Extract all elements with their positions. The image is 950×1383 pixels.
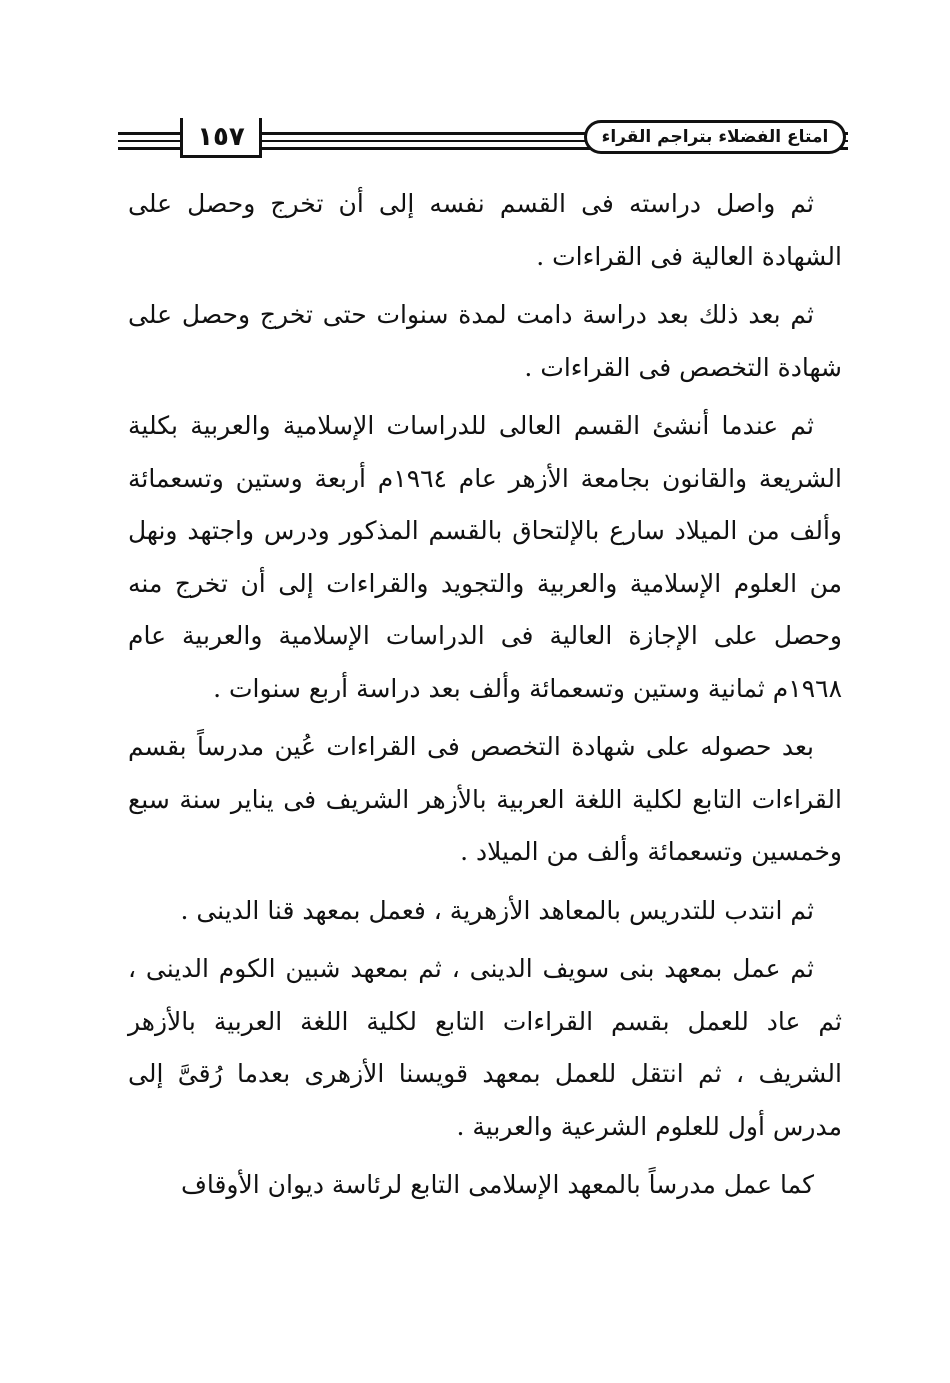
paragraph-6: ثم عمل بمعهد بنى سويف الدينى ، ثم بمعهد شبين الكوم الدينى ، ثم عاد للعمل بقسم القراءات التابع لكلية اللغة العربية بالأزهر الشريف ، ثم انتقل للعمل بمعهد قويسنا الأزهرى بعدما رُقىَّ إلى مدرس أول للعلوم الشرعية والعربية . xyxy=(128,954,842,1141)
paragraph-4: بعد حصوله على شهادة التخصص فى القراءات عُين مدرساً بقسم القراءات التابع لكلية اللغة العربية بالأزهر الشريف فى يناير سنة سبع وخمسين وتسعمائة وألف من الميلاد . xyxy=(128,732,842,866)
paragraph-5: ثم انتدب للتدريس بالمعاهد الأزهرية ، فعمل بمعهد قنا الدينى . xyxy=(180,895,814,925)
page-body xyxy=(128,178,842,1218)
page-header xyxy=(118,118,848,168)
paragraph-2: ثم بعد ذلك بعد دراسة دامت لمدة سنوات حتى تخرج وحصل على شهادة التخصص فى القراءات . xyxy=(128,300,842,382)
page-number: ١٥٧ xyxy=(180,118,262,158)
book-title: امتاع الفضلاء بتراجم القراء xyxy=(584,120,846,154)
paragraph-3: ثم عندما أنشئ القسم العالى للدراسات الإسلامية والعربية بكلية الشريعة والقانون بجامعة الأزهر عام ١٩٦٤م أربعة وستين وتسعمائة وألف من الميلاد سارع بالإلتحاق بالقسم المذكور ودرس واجتهد ونهل من العلوم الإسلامية والعربية والتجويد والقراءات إلى أن تخرج منه وحصل على الإجازة العالية فى الدراسات الإسلامية والعربية عام ١٩٦٨م ثمانية وستين وتسعمائة وألف بعد دراسة أربع سنوات . xyxy=(128,411,842,703)
paragraph-1: ثم واصل دراسته فى القسم نفسه إلى أن تخرج وحصل على الشهادة العالية فى القراءات . xyxy=(128,189,842,271)
paragraph-7: كما عمل مدرساً بالمعهد الإسلامى التابع لرئاسة ديوان الأوقاف xyxy=(180,1170,814,1199)
